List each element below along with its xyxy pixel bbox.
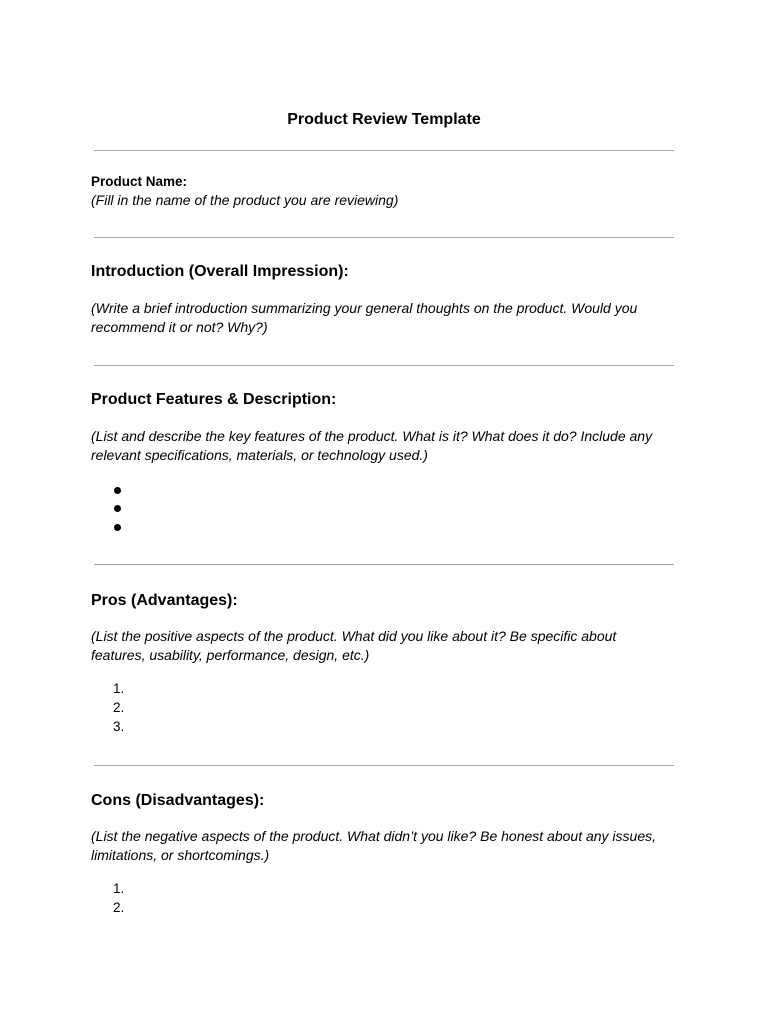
divider xyxy=(94,150,674,151)
cons-list-marker: 1. xyxy=(113,881,125,896)
cons-hint: (List the negative aspects of the product. What didn’t you like? Be honest about any issues, limitations, or shortcomings.) xyxy=(91,828,657,863)
product-name-label: Product Name: xyxy=(91,174,188,189)
cons-list-marker: 2. xyxy=(113,900,125,915)
product-name-hint: (Fill in the name of the product you are reviewing) xyxy=(91,192,399,208)
divider xyxy=(94,365,674,366)
features-heading: Product Features & Description: xyxy=(91,391,337,408)
bullet-point xyxy=(114,524,121,531)
introduction-hint: (Write a brief introduction summarizing your general thoughts on the product. Would you recommend it or not? Why?) xyxy=(91,300,638,335)
document-title: Product Review Template xyxy=(287,111,481,128)
divider xyxy=(94,765,674,766)
bullet-point xyxy=(114,487,121,494)
pros-list-marker: 3. xyxy=(113,719,125,734)
divider xyxy=(94,564,674,565)
divider xyxy=(94,237,674,238)
bullet-point xyxy=(114,505,121,512)
introduction-heading: Introduction (Overall Impression): xyxy=(91,263,349,280)
pros-hint: (List the positive aspects of the product. What did you like about it? Be specific about features, usability, performance, design, etc.) xyxy=(91,628,617,663)
pros-list-marker: 1. xyxy=(113,681,125,696)
pros-list-marker: 2. xyxy=(113,700,125,715)
pros-heading: Pros (Advantages): xyxy=(91,592,238,609)
features-hint: (List and describe the key features of the product. What is it? What does it do? Include any relevant specifications, materials, or technology used.) xyxy=(91,428,653,463)
cons-heading: Cons (Disadvantages): xyxy=(91,792,265,809)
